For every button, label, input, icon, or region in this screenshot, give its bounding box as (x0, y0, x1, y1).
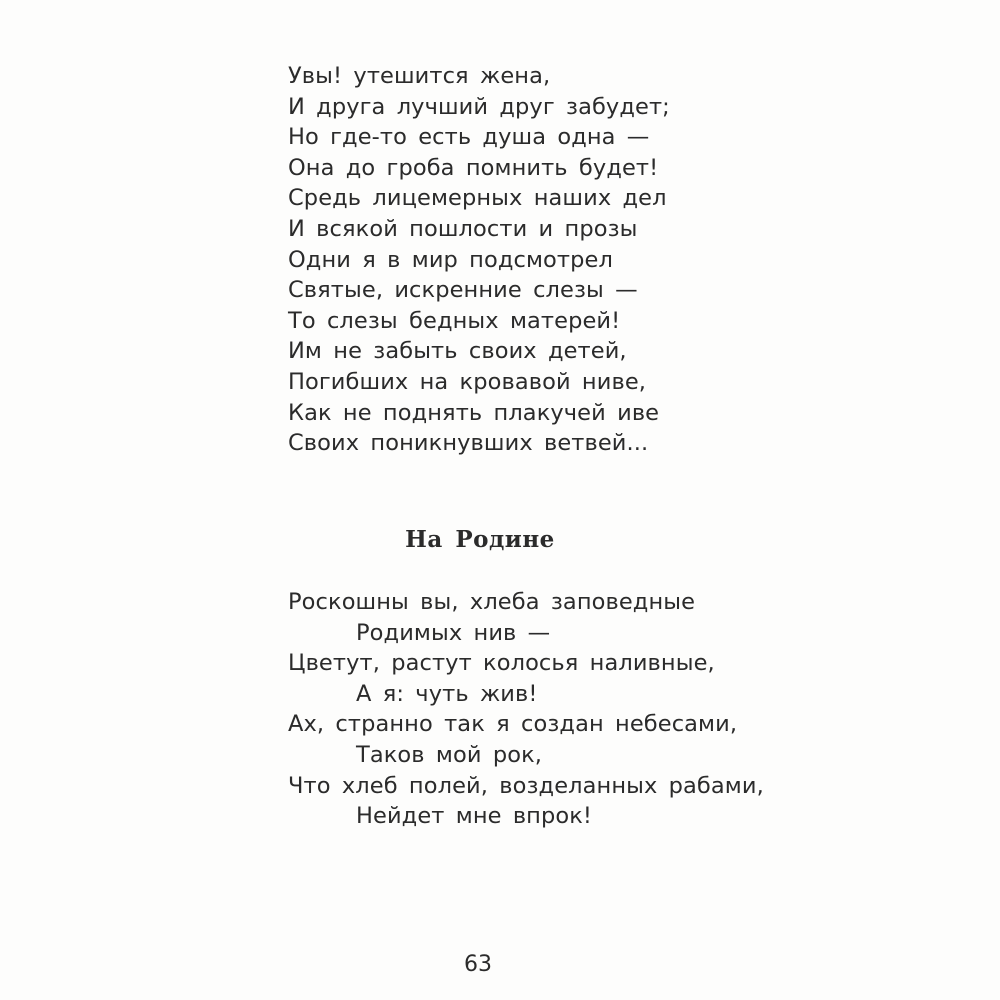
verse-line: Увы! утешится жена, (288, 63, 551, 89)
verse-line: Но где-то есть душа одна — (288, 124, 650, 151)
verse-line-indented: Родимых нив — (356, 619, 551, 646)
poem-stanza (288, 587, 764, 832)
verse-line: Святые, искренние слезы — (288, 277, 638, 304)
verse-line-indented: Нейдет мне впрок! (356, 803, 593, 830)
poem-title-text: На Родине (405, 526, 555, 553)
page-number (0, 952, 1000, 977)
page-number-text: 63 (464, 952, 492, 977)
verse-line: Ах, странно так я создан небесами, (288, 711, 738, 738)
verse-line: Она до гроба помнить будет! (288, 154, 659, 181)
verse-line: Цветут, растут колосья наливные, (288, 650, 715, 677)
verse-line-indented: Таков мой рок, (356, 741, 543, 768)
verse-line: Роскошны вы, хлеба заповедные (288, 589, 696, 615)
verse-line: Одни я в мир подсмотрел (288, 246, 613, 273)
verse-line: Погибших на кровавой ниве, (288, 368, 647, 395)
verse-line-indented: А я: чуть жив! (356, 680, 538, 707)
verse-line: Что хлеб полей, возделанных рабами, (288, 772, 764, 799)
verse-line: То слезы бедных матерей! (288, 307, 621, 334)
verse-line: Средь лицемерных наших дел (288, 185, 667, 212)
verse-line: Как не поднять плакучей иве (288, 399, 660, 426)
verse-line: И друга лучший друг забудет; (288, 93, 670, 120)
poem-title (0, 526, 1000, 553)
verse-line: Им не забыть своих детей, (288, 338, 627, 365)
verse-line: И всякой пошлости и прозы (288, 215, 638, 242)
verse-line: Своих поникнувших ветвей... (288, 430, 649, 457)
poem-continuation-stanza (288, 61, 670, 459)
